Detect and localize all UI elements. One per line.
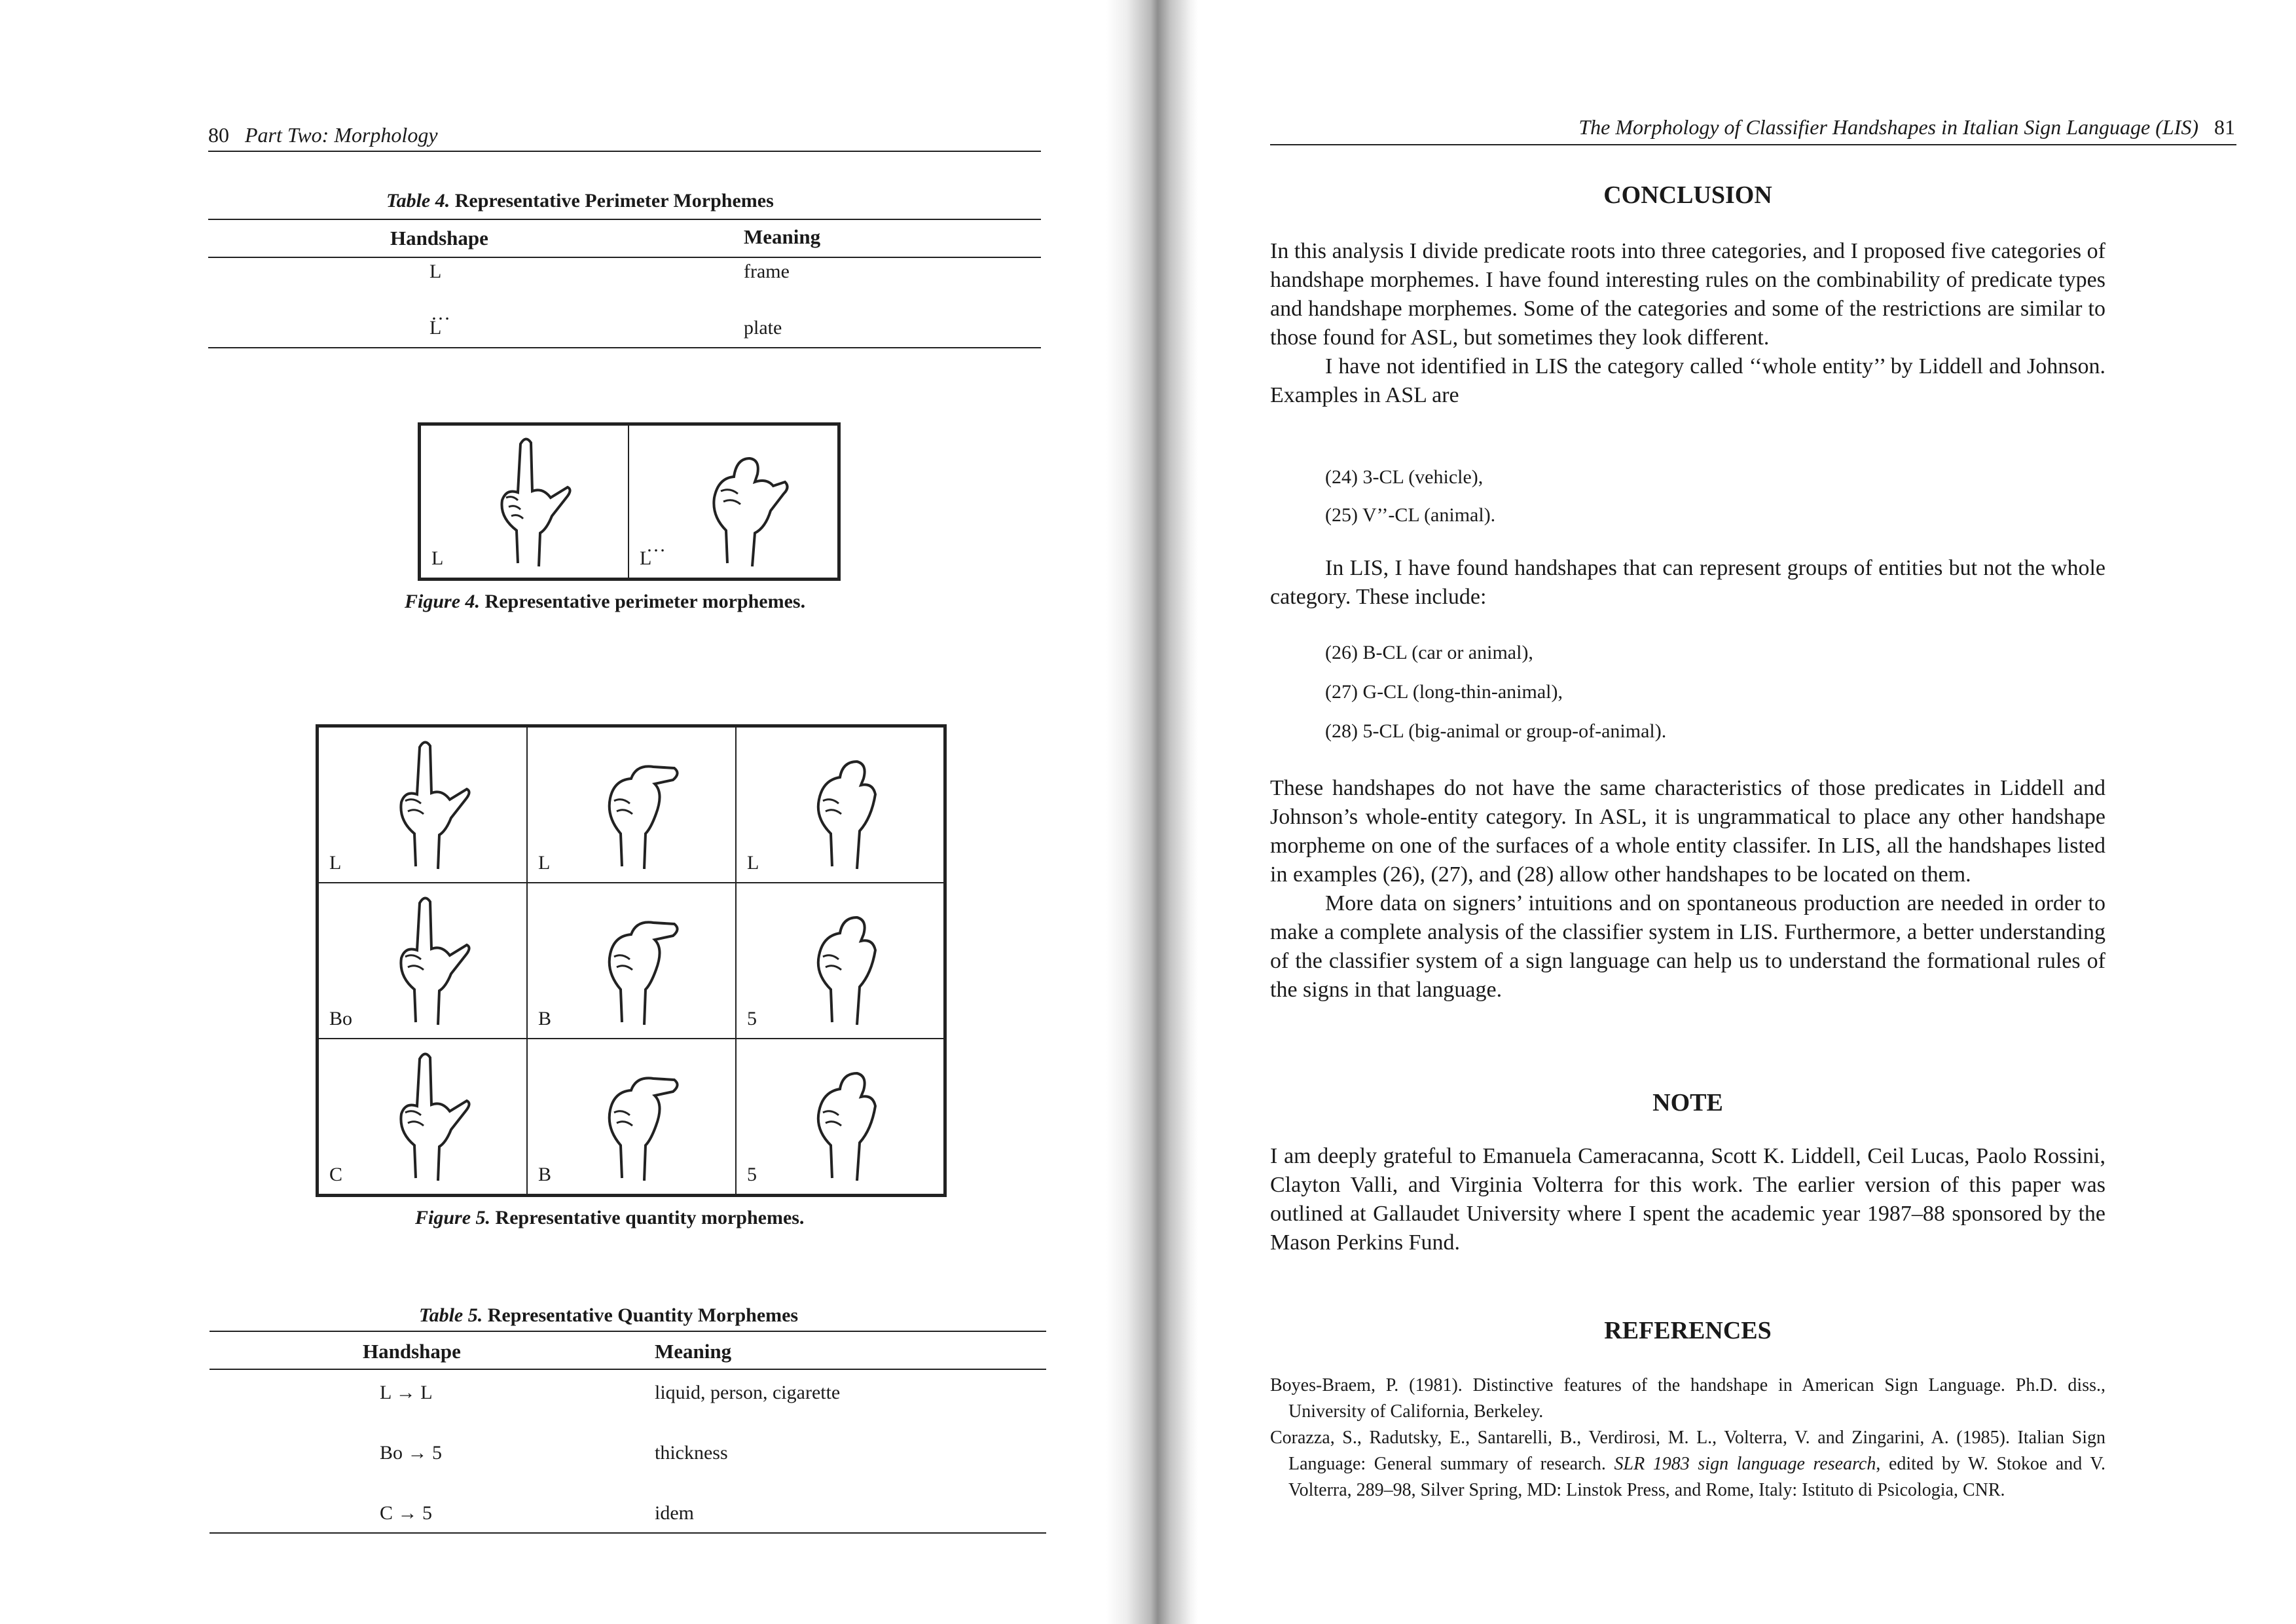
table-4-col-handshape: Handshape [390,227,488,249]
figure-cell-label: B [538,1008,552,1029]
figure-cell [735,1038,945,1195]
left-page-number: 80 [208,123,229,147]
hand-illustration-icon [382,894,480,1031]
hand-illustration-icon [799,738,898,876]
figure-cell-label: C [329,1164,343,1185]
figure-cell [628,424,839,579]
hand-illustration-icon [382,1050,480,1187]
hand-illustration-icon [382,738,480,876]
table-row-handshape: L [429,317,442,339]
hand-illustration-icon [695,439,793,570]
hand-illustration-icon [591,738,689,876]
reference-entry: Boyes-Braem, P. (1981). Distinctive features of the handshape in American Sign Language. Ph.D. diss., University of California, Berkeley. [1270,1375,2105,1422]
example-item: (24) 3-CL (vehicle), [1325,466,1484,488]
left-running-head [208,123,438,147]
figure-cell-label: L [329,852,342,874]
figure-cell-label: L [538,852,551,874]
figure-cell-label: B [538,1164,552,1185]
right-running-title: The Morphology of Classifier Handshapes in Italian Sign Language (LIS) [1578,115,2198,139]
note-body [1270,1142,2105,1257]
paragraph: These handshapes do not have the same characteristics of those predicates in Liddell and Johnson’s whole-entity category. In ASL, it is ungrammatical to place any other handshape morpheme on one of the surfaces of a whole entity classifer. In LIS, all the handshapes listed in examples (26), (27), and (28) allow other handshapes to be located on them. [1270,776,2105,887]
hand-illustration-icon [591,1050,689,1187]
figure-cell-label: Bo [329,1008,353,1029]
paragraph: In this analysis I divide predicate roots into three categories, and I proposed five categories of handshape morphemes. I have found interesting rules on the combinability of predicate types and handshape morphemes. Some of the categories and some of the restrictions are similar to those found for ASL, but sometimes they look different. [1270,239,2105,350]
figure-cell-label: L [747,852,759,874]
figure-5 [316,724,947,1197]
conclusion-heading: CONCLUSION [1603,181,1772,209]
figure-cell [526,1038,737,1195]
figure-cell [318,882,528,1039]
hand-illustration-icon [799,894,898,1031]
figure-5-caption: Figure 5. Representative quantity morphemes. [415,1207,805,1228]
table-row-meaning: frame [744,261,790,282]
table-rule [208,257,1041,258]
figure-cell-label: L [640,547,652,569]
table-4-caption: Table 4. Representative Perimeter Morphemes [386,190,774,212]
table-row-meaning: liquid, person, cigarette [655,1382,841,1403]
table-row-handshape: L → L [380,1382,433,1403]
dots-diacritic: … [646,534,666,556]
paragraph: In LIS, I have found handshapes that can represent groups of entities but not the whole category. These include: [1270,556,2105,609]
header-rule [1270,144,2236,145]
example-item: (26) B-CL (car or animal), [1325,642,1533,663]
reference-entry: Corazza, S., Radutsky, E., Santarelli, B., Verdirosi, M. L., Volterra, V. and Zingarini, A. (1985). Italian Sign Language: General summary of research. SLR 1983 sign language research, edited by W. Stokoe and V. Volterra, 289–98, Silver Spring, MD: Linstok Press, and Rome, Italy: Istituto di Psicologia, CNR. [1270,1428,2105,1500]
table-row-handshape: C → 5 [380,1502,433,1524]
table-rule [210,1331,1046,1332]
hand-illustration-icon [591,894,689,1031]
figure-cell-label: L [431,547,444,569]
conclusion-body-2 [1270,554,2105,612]
table-rule [208,347,1041,348]
table-5-col-meaning: Meaning [655,1340,732,1363]
figure-cell [526,882,737,1039]
table-row-meaning: thickness [655,1442,728,1464]
table-rule [210,1532,1046,1534]
table-rule [210,1369,1046,1370]
figure-cell-label: 5 [747,1008,757,1029]
figure-cell-label: 5 [747,1164,757,1185]
figure-cell [526,726,737,883]
conclusion-body-3 [1270,774,2105,1005]
table-4-col-meaning: Meaning [744,225,821,248]
figure-cell [735,726,945,883]
figure-cell [318,726,528,883]
example-item: (28) 5-CL (big-animal or group-of-animal). [1325,720,1667,742]
figure-cell [735,882,945,1039]
figure-cell [318,1038,528,1195]
references-heading: REFERENCES [1604,1317,1772,1344]
table-row-handshape: Bo → 5 [380,1442,443,1464]
paragraph: I have not identified in LIS the category called ‘‘whole entity’’ by Liddell and Johnson. Examples in ASL are [1270,354,2105,407]
header-rule [208,151,1041,152]
example-item: (25) V’’-CL (animal). [1325,504,1496,526]
hand-illustration-icon [799,1050,898,1187]
right-running-head [1421,115,2235,139]
figure-4-caption: Figure 4. Representative perimeter morphemes. [405,591,806,612]
example-item: (27) G-CL (long-thin-animal), [1325,681,1563,703]
table-row-meaning: plate [744,317,782,339]
note-heading: NOTE [1652,1089,1723,1116]
table-rule [208,219,1041,220]
paragraph: More data on signers’ intuitions and on spontaneous production are needed in order to make a complete analysis of the classifier system in LIS. Furthermore, a better understanding of the classifier system of a sign language can help us to understand the formational rules of the signs in that language. [1270,891,2105,1002]
conclusion-body-1 [1270,237,2105,410]
paragraph: I am deeply grateful to Emanuela Cameracanna, Scott K. Liddell, Ceil Lucas, Paolo Rossini, Clayton Valli, and Virginia Volterra for this work. The earlier version of this paper was outlined at Gallaudet University where I spent the academic year 1987–88 sponsored by the Mason Perkins Fund. [1270,1144,2105,1255]
figure-4 [418,422,841,581]
right-page-number: 81 [2214,115,2235,139]
table-row-handshape: L [429,261,442,282]
left-page [0,0,1113,1624]
hand-illustration-icon [480,432,578,573]
table-row-meaning: idem [655,1502,694,1524]
table-5-col-handshape: Handshape [363,1340,461,1363]
right-page [1178,0,2296,1624]
left-running-title: Part Two: Morphology [245,123,438,147]
table-5-caption: Table 5. Representative Quantity Morphemes [419,1304,799,1326]
dots-diacritic: … [431,303,450,324]
figure-cell [420,424,629,579]
